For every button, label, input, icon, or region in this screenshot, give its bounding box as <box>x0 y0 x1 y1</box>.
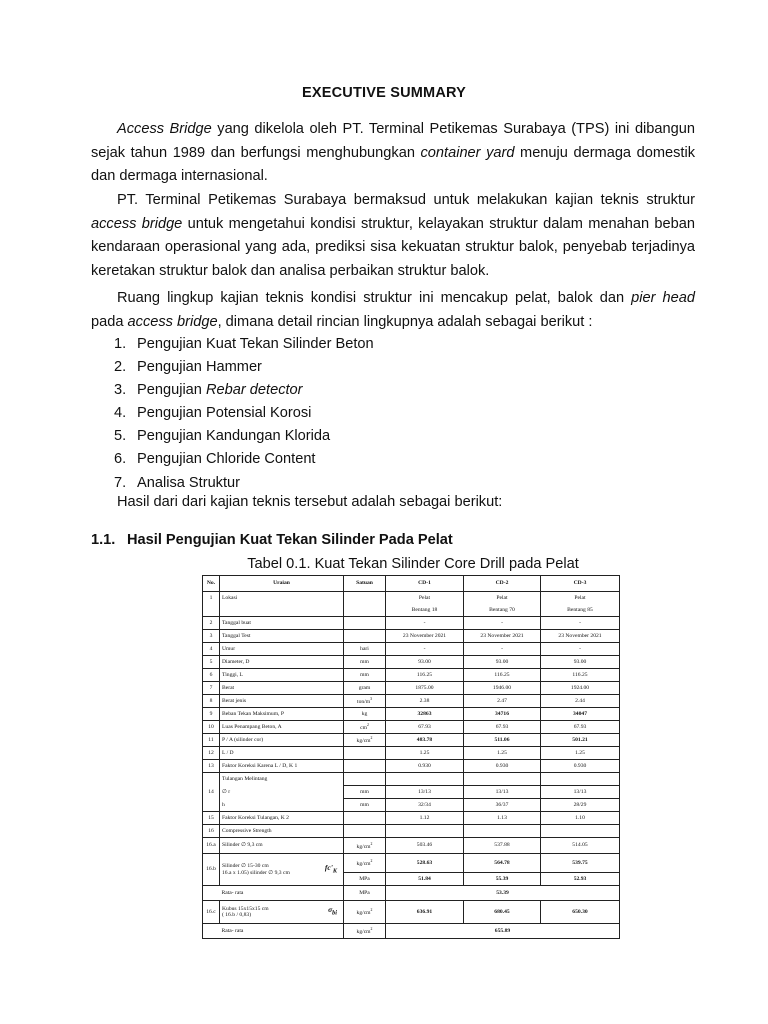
row-unit: MPa <box>344 873 386 886</box>
cell-value: Bentang 18 <box>386 604 464 617</box>
cell-value: - <box>386 617 464 630</box>
row-number: 16.b <box>203 854 220 886</box>
list-text: Analisa Struktur <box>137 474 241 491</box>
row-label: Compressive Strength <box>220 825 344 838</box>
table-row <box>203 708 620 721</box>
table-row <box>203 773 620 786</box>
row-number: 16 <box>203 825 220 838</box>
superscript: 3 <box>370 697 372 702</box>
cell-value: 13/13 <box>386 786 464 799</box>
row-number <box>203 924 220 939</box>
row-unit <box>344 838 386 854</box>
row-label: Beban Tekan Maksimum, P <box>220 708 344 721</box>
table-row <box>203 734 620 747</box>
cell-value: 0.930 <box>386 760 464 773</box>
table-row <box>203 617 620 630</box>
row-label: L / D <box>220 747 344 760</box>
list-number: 1. <box>114 336 127 352</box>
row-label: Tanggal Test <box>220 630 344 643</box>
cell-value: 636.91 <box>386 901 464 924</box>
row-label <box>220 901 344 924</box>
row-number: 9 <box>203 708 220 721</box>
cell-value: 2.47 <box>464 695 541 708</box>
cell-value: Bentang 85 <box>541 604 620 617</box>
row-unit: gram <box>344 682 386 695</box>
cell-value: 2.38 <box>386 695 464 708</box>
cell-value: 511.06 <box>464 734 541 747</box>
cell-value: 0.930 <box>541 760 620 773</box>
column-header: Uraian <box>220 576 344 592</box>
emphasis-text: access bridge <box>91 215 183 232</box>
row-label: P / A (silinder cor) <box>220 734 344 747</box>
cell-value <box>541 825 620 838</box>
table-row <box>203 643 620 656</box>
table-header-row <box>203 576 620 592</box>
row-label: Tulangan Melintang <box>220 773 344 786</box>
average-value: 655.89 <box>386 924 620 939</box>
list-text: Pengujian Kandungan Klorida <box>137 428 331 445</box>
column-header: CD-3 <box>541 576 620 592</box>
symbol-text: σ <box>328 905 333 915</box>
row-unit <box>344 854 386 873</box>
cell-value: 93.00 <box>386 656 464 669</box>
row-unit: MPa <box>344 886 386 901</box>
emphasis-text: Access Bridge <box>117 121 212 137</box>
cell-value <box>386 773 464 786</box>
table-row <box>203 721 620 734</box>
result-intro: Hasil dari dari kajian teknis tersebut adalah sebagai berikut: <box>117 494 503 510</box>
cell-value: 1.12 <box>386 812 464 825</box>
cell-value: 0.930 <box>464 760 541 773</box>
row-label: ∅ r <box>220 786 344 799</box>
cell-value: 1.25 <box>386 747 464 760</box>
row-unit <box>344 901 386 924</box>
cell-value: - <box>541 643 620 656</box>
row-unit: mm <box>344 786 386 799</box>
section-number: 1.1. <box>91 532 116 548</box>
table-row <box>203 886 620 901</box>
superscript: 2 <box>370 908 373 913</box>
row-unit <box>344 812 386 825</box>
row-number <box>203 886 220 901</box>
text: Ruang lingkup kajian teknis kondisi struktur ini mencakup pelat, balok dan <box>117 290 632 306</box>
cell-value: 23 November 2021 <box>464 630 541 643</box>
row-label: Silinder ∅ 9,3 cm <box>220 838 344 854</box>
label-line: ( 16.b / 0,83) <box>222 912 252 918</box>
row-number: 2 <box>203 617 220 630</box>
cell-value: 67.93 <box>464 721 541 734</box>
cell-value: 55.39 <box>464 873 541 886</box>
row-label <box>220 604 344 617</box>
subscript: K <box>332 867 337 875</box>
row-number: 5 <box>203 656 220 669</box>
emphasis-text: container yard <box>420 144 515 161</box>
row-unit <box>344 604 386 617</box>
unit-text: kg/cm <box>356 843 371 850</box>
table-row <box>203 630 620 643</box>
cell-value: 650.30 <box>541 901 620 924</box>
row-number: 8 <box>203 695 220 708</box>
list-number: 2. <box>114 359 127 376</box>
list-text: Pengujian Potensial Korosi <box>137 405 312 422</box>
table-row <box>203 786 620 799</box>
unit-text: kg/cm <box>356 738 371 745</box>
text: yang dikelola oleh PT. Terminal Petikemas Surabaya (TPS) ini dibangun sejak tahun 1989 dan berfungsi menghubungkan <box>91 121 695 161</box>
row-unit: mm <box>344 799 386 812</box>
cell-value: - <box>464 643 541 656</box>
emphasis-text: pier head <box>631 290 696 306</box>
list-number: 7. <box>114 474 127 491</box>
unit-text: cm <box>360 725 367 732</box>
table-row <box>203 854 620 873</box>
label-line: Kubus 15x15x15 cm <box>222 905 269 912</box>
cell-value: 1.25 <box>464 747 541 760</box>
average-value: 53.39 <box>386 886 620 901</box>
row-number: 12 <box>203 747 220 760</box>
row-unit: hari <box>344 643 386 656</box>
core-drill-table <box>202 575 620 939</box>
cell-value: 483.78 <box>386 734 464 747</box>
fc-symbol <box>324 862 337 875</box>
list-emphasis: Rebar detector <box>205 382 303 399</box>
cell-value <box>386 825 464 838</box>
cell-value: 514.05 <box>541 838 620 854</box>
list-item <box>114 448 374 471</box>
paragraph-scope <box>91 287 695 334</box>
cell-value: Bentang 70 <box>464 604 541 617</box>
cell-value: 1946.00 <box>464 682 541 695</box>
list-item <box>114 356 374 379</box>
row-label: Berat jenis <box>220 695 344 708</box>
row-unit <box>344 592 386 605</box>
cell-value: 23 November 2021 <box>386 630 464 643</box>
row-label: h <box>220 799 344 812</box>
row-label: Tanggal buat <box>220 617 344 630</box>
table-row <box>203 901 620 924</box>
row-number: 6 <box>203 669 220 682</box>
cell-value: 32/34 <box>386 799 464 812</box>
row-unit <box>344 617 386 630</box>
row-number: 16.c <box>203 901 220 924</box>
row-unit <box>344 695 386 708</box>
column-header: CD-1 <box>386 576 464 592</box>
table-row <box>203 825 620 838</box>
row-number: 16.a <box>203 838 220 854</box>
row-unit <box>344 630 386 643</box>
table-row <box>203 604 620 617</box>
column-header: No. <box>203 576 220 592</box>
row-unit <box>344 760 386 773</box>
row-label: Luas Penampang Beton, A <box>220 721 344 734</box>
table-row <box>203 760 620 773</box>
text: menuju dermaga domestik dan dermaga internasional. <box>91 144 696 185</box>
page-title: EXECUTIVE SUMMARY <box>302 85 466 101</box>
row-label: Tinggi, L <box>220 669 344 682</box>
cell-value: 116.25 <box>464 669 541 682</box>
unit-text: kg/cm <box>356 910 371 917</box>
cell-value: 32863 <box>386 708 464 721</box>
row-number: 1 <box>203 592 220 605</box>
text: pada <box>91 313 128 330</box>
row-label <box>220 854 344 886</box>
cell-value: 13/13 <box>541 786 620 799</box>
cell-value: 67.93 <box>386 721 464 734</box>
list-number: 5. <box>114 428 127 445</box>
cell-value: 539.75 <box>541 854 620 873</box>
cell-value: - <box>541 617 620 630</box>
symbol-text: fc' <box>324 862 333 872</box>
superscript: 2 <box>370 736 373 741</box>
sigma-symbol <box>328 907 337 917</box>
cell-value <box>464 773 541 786</box>
text: untuk mengetahui kondisi struktur, kelayakan struktur dalam menahan beban kendaraan operasional yang ada, prediksi sisa kekuatan struktur balok, penyebab terjadinya keretakan struktur balok dan analisa perbaikan struktur balok. <box>91 215 695 279</box>
superscript: 2 <box>370 859 373 864</box>
row-number: 13 <box>203 760 220 773</box>
cell-value: 528.63 <box>386 854 464 873</box>
cell-value <box>541 773 620 786</box>
table-row <box>203 924 620 939</box>
row-number: 15 <box>203 812 220 825</box>
table-row <box>203 669 620 682</box>
cell-value: 13/13 <box>464 786 541 799</box>
cell-value: 116.25 <box>541 669 620 682</box>
list-text: Pengujian <box>137 382 206 399</box>
cell-value: 1924.00 <box>541 682 620 695</box>
row-number: 10 <box>203 721 220 734</box>
list-number: 4. <box>114 405 127 422</box>
cell-value: 1.25 <box>541 747 620 760</box>
table-caption: Tabel 0.1. Kuat Tekan Silinder Core Drill pada Pelat <box>247 556 579 572</box>
list-text: Pengujian Kuat Tekan Silinder Beton <box>137 336 374 352</box>
row-label: Faktor Koreksi Karena L / D, K 1 <box>220 760 344 773</box>
row-number: 4 <box>203 643 220 656</box>
list-number: 3. <box>114 382 127 399</box>
cell-value: 501.21 <box>541 734 620 747</box>
row-label: Lokasi <box>220 592 344 605</box>
table-row <box>203 812 620 825</box>
row-number <box>203 604 220 617</box>
cell-value: 93.00 <box>541 656 620 669</box>
section-title: Hasil Pengujian Kuat Tekan Silinder Pada Pelat <box>127 532 453 548</box>
cell-value: 564.78 <box>464 854 541 873</box>
row-number: 11 <box>203 734 220 747</box>
cell-value: 93.00 <box>464 656 541 669</box>
cell-value: 51.84 <box>386 873 464 886</box>
cell-value: Pelat <box>464 592 541 605</box>
table-row <box>203 656 620 669</box>
row-unit: mm <box>344 669 386 682</box>
list-item <box>114 425 374 448</box>
list-item <box>114 333 374 356</box>
cell-value: 503.46 <box>386 838 464 854</box>
row-label: Faktor Koreksi Tulangan, K 2 <box>220 812 344 825</box>
scope-list <box>114 333 374 495</box>
table-row <box>203 799 620 812</box>
cell-value: 2.44 <box>541 695 620 708</box>
paragraph-purpose <box>91 189 695 283</box>
cell-value: 52.93 <box>541 873 620 886</box>
row-unit <box>344 747 386 760</box>
row-unit: mm <box>344 656 386 669</box>
cell-value: 36/37 <box>464 799 541 812</box>
unit-text: kg/cm <box>356 929 371 936</box>
list-item <box>114 402 374 425</box>
row-number: 14 <box>203 773 220 812</box>
table-row <box>203 695 620 708</box>
cell-value: 67.93 <box>541 721 620 734</box>
row-unit <box>344 773 386 786</box>
row-label: Umur <box>220 643 344 656</box>
list-text: Pengujian Chloride Content <box>137 451 316 468</box>
table-row <box>203 592 620 605</box>
table-row <box>203 682 620 695</box>
superscript: 2 <box>366 723 369 728</box>
superscript: 2 <box>370 841 373 846</box>
cell-value: Pelat <box>386 592 464 605</box>
list-text: Pengujian Hammer <box>137 359 262 376</box>
cell-value: - <box>464 617 541 630</box>
section-heading <box>91 532 453 548</box>
cell-value: 1.10 <box>541 812 620 825</box>
row-label: Diameter, D <box>220 656 344 669</box>
cell-value: 537.88 <box>464 838 541 854</box>
emphasis-text: access bridge <box>127 313 218 330</box>
cell-value: 34716 <box>464 708 541 721</box>
cell-value: 1875.00 <box>386 682 464 695</box>
unit-text: kg/cm <box>356 861 371 868</box>
cell-value: 680.45 <box>464 901 541 924</box>
cell-value: 1.13 <box>464 812 541 825</box>
subscript: bi <box>332 909 337 917</box>
row-unit <box>344 924 386 939</box>
label-line: Silinder ∅ 15-30 cm <box>222 863 269 870</box>
unit-text: ton/m <box>357 699 371 706</box>
table-row <box>203 838 620 854</box>
column-header: CD-2 <box>464 576 541 592</box>
cell-value <box>464 825 541 838</box>
row-unit <box>344 825 386 838</box>
list-number: 6. <box>114 451 127 468</box>
row-label: Rata- rata <box>220 924 344 939</box>
list-item <box>114 472 374 495</box>
row-number: 7 <box>203 682 220 695</box>
cell-value: Pelat <box>541 592 620 605</box>
superscript: 2 <box>370 927 373 932</box>
paragraph-intro <box>91 118 695 189</box>
cell-value: 28/29 <box>541 799 620 812</box>
cell-value: 116.25 <box>386 669 464 682</box>
row-number: 3 <box>203 630 220 643</box>
text: , dimana detail rincian lingkupnya adalah sebagai berikut : <box>217 313 593 330</box>
row-label: Rata- rata <box>220 886 344 901</box>
cell-value: - <box>386 643 464 656</box>
cell-value: 34047 <box>541 708 620 721</box>
row-unit: kg <box>344 708 386 721</box>
table-row <box>203 747 620 760</box>
row-label: Berat <box>220 682 344 695</box>
row-unit <box>344 734 386 747</box>
text: PT. Terminal Petikemas Surabaya bermaksud untuk melakukan kajian teknis struktur <box>117 192 695 208</box>
column-header: Satuan <box>344 576 386 592</box>
row-unit <box>344 721 386 734</box>
label-line: 16.a x 1.05) silinder ∅ 9,3 cm <box>222 869 290 876</box>
list-item <box>114 379 374 402</box>
cell-value: 23 November 2021 <box>541 630 620 643</box>
